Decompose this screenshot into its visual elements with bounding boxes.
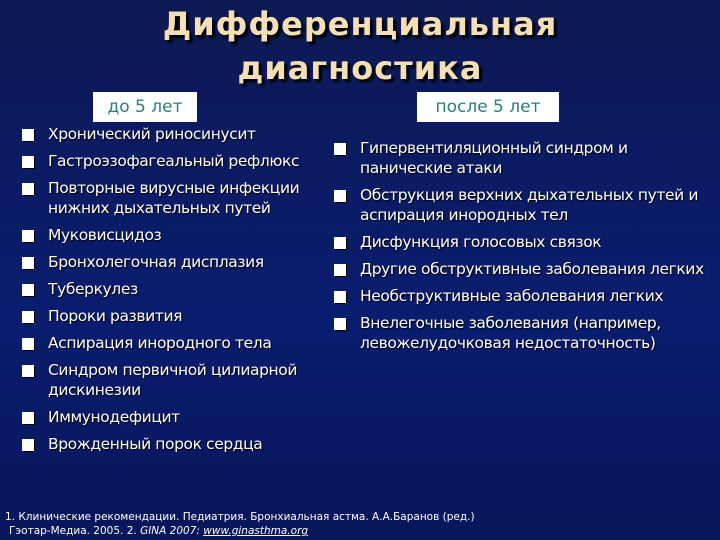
list-item	[22, 407, 332, 427]
list-item-text: Обструкция верхних дыхательных путей и аспирация инородных тел	[360, 186, 699, 224]
list-item	[334, 185, 718, 225]
list-item	[22, 178, 332, 218]
square-bullet-icon	[334, 190, 346, 202]
square-bullet-icon	[22, 412, 34, 424]
footnote-line-2	[5, 524, 705, 538]
list-item-text: Муковисцидоз	[48, 226, 162, 244]
list-item-text: Бронхолегочная дисплазия	[48, 253, 264, 271]
list-item-text: Необструктивные заболевания легких	[360, 287, 664, 305]
square-bullet-icon	[334, 291, 346, 303]
right-diagnosis-list	[334, 138, 718, 360]
list-item-text: Туберкулез	[48, 280, 138, 298]
list-item	[334, 232, 718, 252]
list-item-text: Другие обструктивные заболевания легких	[360, 260, 704, 278]
square-bullet-icon	[22, 365, 34, 377]
list-item	[22, 124, 332, 144]
list-item	[334, 138, 718, 178]
list-item-text: Аспирация инородного тела	[48, 334, 272, 352]
list-item-text: Хронический риносинусит	[48, 125, 256, 143]
square-bullet-icon	[22, 439, 34, 451]
list-item	[334, 259, 718, 279]
left-diagnosis-list	[22, 124, 332, 461]
list-item	[334, 313, 718, 353]
slide-title	[0, 2, 720, 90]
square-bullet-icon	[334, 318, 346, 330]
list-item-text: Повторные вирусные инфекции нижних дыхательных путей	[48, 179, 300, 217]
list-item-text: Синдром первичной цилиарной дискинезии	[48, 361, 298, 399]
list-item-text: Дисфункция голосовых связок	[360, 233, 602, 251]
square-bullet-icon	[22, 284, 34, 296]
footnote-line-1: 1. Клинические рекомендации. Педиатрия. Бронхиальная астма. А.А.Баранов (ред.)	[5, 511, 475, 523]
square-bullet-icon	[22, 129, 34, 141]
square-bullet-icon	[334, 143, 346, 155]
square-bullet-icon	[22, 183, 34, 195]
square-bullet-icon	[22, 257, 34, 269]
column-label-over-5: после 5 лет	[417, 92, 559, 122]
list-item-text: Пороки развития	[48, 307, 183, 325]
list-item	[22, 151, 332, 171]
footnote-gina: GINA 2007:	[140, 525, 200, 537]
square-bullet-icon	[334, 264, 346, 276]
list-item	[22, 252, 332, 272]
list-item-text: Гипервентиляционный синдром и панические атаки	[360, 139, 628, 177]
title-line-1: Дифференциальная	[162, 5, 558, 43]
column-label-under-5: до 5 лет	[93, 92, 197, 122]
square-bullet-icon	[22, 230, 34, 242]
list-item-text: Врожденный порок сердца	[48, 435, 263, 453]
list-item	[22, 306, 332, 326]
list-item	[22, 333, 332, 353]
square-bullet-icon	[22, 338, 34, 350]
list-item	[22, 225, 332, 245]
references-footnote	[5, 510, 705, 538]
list-item	[22, 434, 332, 454]
list-item-text: Гастроэзофагеальный рефлюкс	[48, 152, 300, 170]
list-item-text: Иммунодефицит	[48, 408, 180, 426]
footnote-publisher: Гэотар-Медиа. 2005. 2.	[9, 525, 137, 537]
square-bullet-icon	[22, 311, 34, 323]
list-item	[334, 286, 718, 306]
list-item	[22, 279, 332, 299]
square-bullet-icon	[334, 237, 346, 249]
square-bullet-icon	[22, 156, 34, 168]
list-item	[22, 360, 332, 400]
list-item-text: Внелегочные заболевания (например, левожелудочковая недостаточность)	[360, 314, 661, 352]
gina-link[interactable]: www.ginasthma.org	[203, 525, 309, 537]
title-line-2: диагностика	[237, 49, 483, 87]
